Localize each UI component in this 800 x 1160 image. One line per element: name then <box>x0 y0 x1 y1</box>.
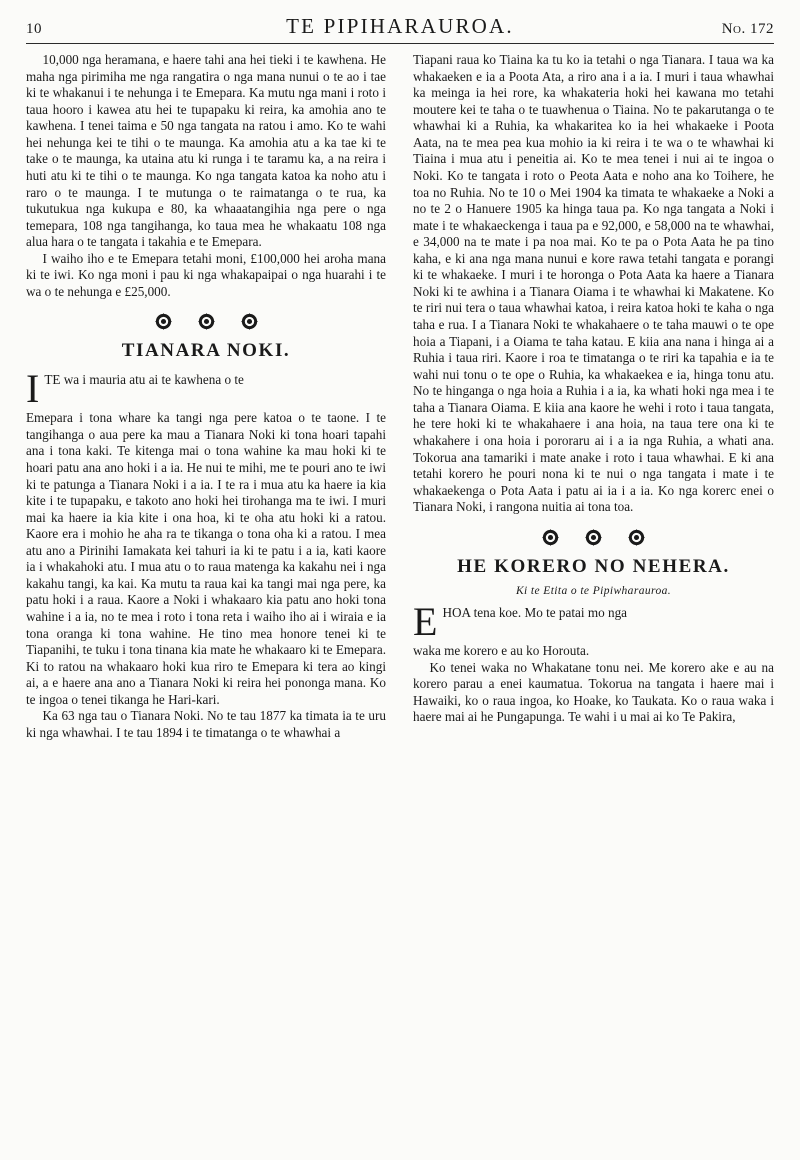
section-title-he-korero-no-nehera: HE KORERO NO NEHERA. <box>457 555 730 577</box>
paragraph: Ko tenei waka no Whakatane tonu nei. Me korero ake e au na korero parau a enei kaumatua. Tokorua na tangata i haere mai i Hawaiki, ko o raua ingoa, ko Hoake, ko Taukata. Ko o raua waka i haere mai ai he Pungapunga. Te wahi i u mai ai ko Te Pakira, <box>413 659 774 725</box>
paragraph: 10,000 nga heramana, e haere tahi ana hei tieki i te kawhena. He maha nga pirimiha me nga rangatira o nga mana nunui o te ao i tae ki te whakanui i te nehunga i te Emepara. Ka mutu nga mani i roto i taua hooro i kawea atu hei te tupapaku ki reira, ka amohia ano te kawhena. I tenei taima e 50 nga tangata na ratou i amo. Ko te wahi hei nehunga kei te tihi o te maunga. Ka amohia atu a ka tae ki te take o te maunga, ka utaina atu ki runga i te taramu ka, a na reira i huti atu ki te tihi o te maunga. Ko nga tangata katoa ka noho atu i raro o te maunga. I te mutunga o te raimatanga o te rua, ka tukutukua nga kukupa e 80, ka whaaatangihia nga pere o nga temepara, 108 nga tangihanga, ko taua mea he whakaatu 108 nga alua hara o te tangata i takahia e te Emepara. <box>26 52 386 250</box>
rosette-ornament-icon <box>155 313 172 330</box>
section-title-tianara-noki: TIANARA NOKI. <box>121 340 291 362</box>
publication-title: TE PIPIHARAUROA. <box>286 14 514 38</box>
ornament-row-left <box>26 313 386 330</box>
rosette-ornament-icon <box>628 529 645 546</box>
page-number-left: 10 <box>26 21 42 37</box>
left-column <box>26 52 400 1137</box>
drop-cap: I <box>26 366 40 412</box>
rosette-ornament-icon <box>198 313 215 330</box>
masthead <box>26 14 774 44</box>
paragraph: Tiapani raua ko Tiaina ka tu ko ia tetahi o nga Tianara. I taua wa ka whakaeken e ia a Poota Ata, a riro ana i a ia. I muri i taua whawhai ka meinga ia hei rore, ka whakateria hoki hei kawana mo tetahi moutere kei te taha o te tuawhenua o Tiaina. No te pakarutanga o te whawhai ki a Ruhia, ka whakaritea ko ia hei whakaeke i Poota Aata, na te mea pea kua mohio ia ki reira i te wa o te whawhai ki Tiaina i mua atu i peneitia ai. Ko te mea tenei i nui ai te ingoa o Noki. Ko te tangata i roto o Peota Aata e noho ana ko Toihere, he toa no Ruhia. No te 10 o Mei 1904 ka timata te whakaeke a Noki a no te 2 o Hanuere 1905 ka hinga taua pa. Ko nga tangata a Noki i mate i te whakaeckenga i taua pa e 92,000, e 58,000 na te whawhai, e 34,000 na te mate i pa noa mai. Ko te pa o Pota Aata he pa tino kaha, e ki ana nga mana nunui e kore rawa tetahi tangata e porangi ki te whakaeke. I muri i te horonga o Pota Aata ka haere a Tianara Noki ki te awhina i a Tianara Oiama i te whawhai ki Makatene. Ko te riri nui tera o taua whawhai katoa, i reira katoa hoki te kaha o nga taha e rua. I a Tianara Noki te whakahaere o te taha mauwi o te ope hoia a Tiapani, i a Oiama te taha katau. E kiia ana nana i hinga ai a Ruhia i taua riri. Kaore i roa te timatanga o te riri ka tapahia e ia te wahi nui tonu o te ope o Ruhia, ka whakaekea e ia, hinga tonu atu. No te hinganga o nga hoia a Ruhia i a ia, ka whati hoki nga mea i te taha a Tianara Oiama. E kiia ana kaore he wehi i roto i taua tangata, he tere hoki ki te whakahaere i ana hoia, na taua tere ona ki te whakahere i ona hoia i pororaru ai i a ia nga Ruhia, a whati ana. Tokorua ana tamariki i mate anake i roto i taua whawhai. E ki ana tetahi korero he pouri nona ki te nui o nga tangata i mate i te whakaekenga o Pota Aata i patu ai ia i a ia. Ko nga korerc enei o Tianara Noki, i rangona nuitia ai tona toa. <box>413 52 774 515</box>
columns-container <box>26 52 774 1137</box>
rosette-ornament-icon <box>542 529 559 546</box>
paragraph: waka me korero e au ko Horouta. <box>413 643 590 659</box>
rosette-ornament-icon <box>241 313 258 330</box>
section-subhead: Ki te Etita o te Pipiwharauroa. <box>515 584 672 597</box>
rosette-ornament-icon <box>585 529 602 546</box>
dropcap-paragraph <box>413 599 774 645</box>
dropcap-lead-text: HOA tena koe. Mo te patai mo nga <box>442 605 628 621</box>
paragraph: I waiho iho e te Emepara tetahi moni, £100,000 hei aroha mana ki te iwi. Ko nga moni i pau ki nga whakapaipai o nga huarahi i te wa o te nehunga e £25,000. <box>26 250 386 299</box>
drop-cap: E <box>413 599 438 645</box>
ornament-row-right <box>413 529 774 546</box>
dropcap-lead-text: TE wa i mauria atu ai te kawhena o te <box>44 372 244 388</box>
issue-number: No. 172 <box>721 21 774 37</box>
paragraph: Ka 63 nga tau o Tianara Noki. No te tau 1877 ka timata ia te uru ki nga whawhai. I te tau 1894 i te timatanga o te whawhai a <box>26 708 386 740</box>
dropcap-paragraph <box>26 366 386 412</box>
right-column <box>400 52 774 1137</box>
paragraph: Emepara i tona whare ka tangi nga pere katoa o te taone. I te tangihanga o aua pere ka mau a Tianara Noki ki tona hoari tapahi ana i tona kaki. Te kitenga mai o tona wahine ka mau hoki ki te hoari patu ana ano hoki i a ia. He nui te mihi, me te pouri ano te iwi ki te patunga a Tianara Noki i a ia. I te ra i mua atu ka haere ia kia kite i te tupapaku, e takoto ano hoki hei tirohanga ma te iwi. I muri mai ka haere ia kia kite i ona hoa, ki te oha atu hoki ki a ratou. Kaore era i mohio he aha ra te tikanga o tona oha ki a ratou. I mea atu ano a Pirinihi Iamakata kei tahuri ia ki te patu i a ia, kati kaore ia i whakahoki atu. I mua atu o to raua matenga ka kakahu nei i nga kakahu tangi, ka kai. Ka mutu ta raua kai ka tangi mai nga pere, ka patu hoki i a raua. Kaore a Noki i whakaaro kia patu ano hoki tona wahine i a ia, no te mea i roto i tona reta i waiho iho ai i wiraia e ia tona oranga ki tona wahine. He tino mea honore tenei ki te Tiapanihi, te tuku i tona tinana kia mate he whakaaro ki te Emepara. Ki to ratou na whakaaro hoki kua riro te Emepara ki tera ao kingi ai, a e haere ana ano a Tianara Noki ki reira hei pononga mana. Ko te ingoa o tenei tikanga he Hari-kari. <box>26 410 386 707</box>
